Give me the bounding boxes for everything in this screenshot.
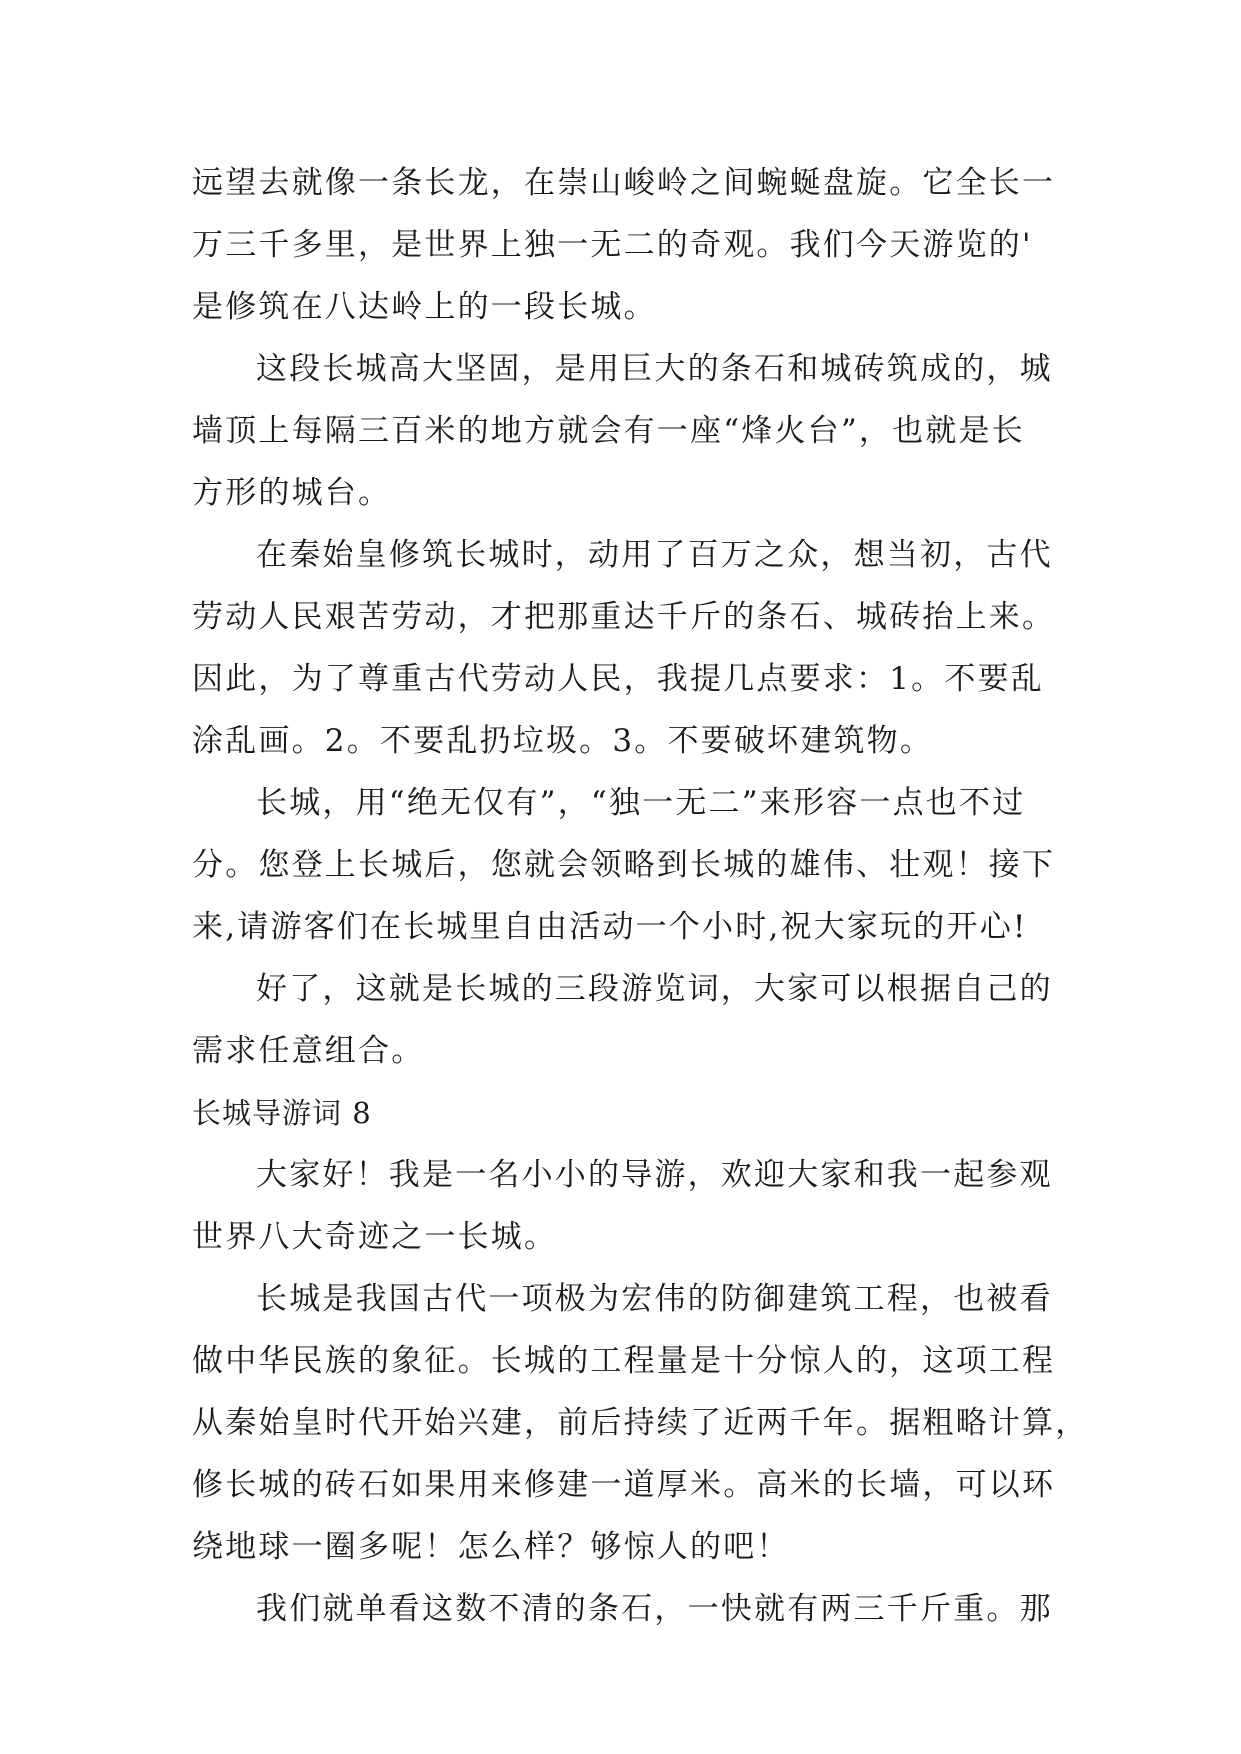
text-line: 在秦始皇修筑长城时，动用了百万之众，想当初，古代 bbox=[256, 537, 1053, 573]
text-line: 劳动人民艰苦劳动，才把那重达千斤的条石、城砖抬上来。 bbox=[192, 599, 1056, 635]
text-line: 世界八大奇迹之一长城。 bbox=[192, 1219, 558, 1255]
text-line: 墙顶上每隔三百米的地方就会有一座“烽火台”，也就是长 bbox=[192, 413, 1025, 449]
text-line: 需求任意组合。 bbox=[192, 1033, 425, 1069]
text-line: 分。您登上长城后，您就会领略到长城的雄伟、壮观！接下 bbox=[192, 847, 1056, 883]
section-heading: 长城导游词 8 bbox=[192, 1096, 372, 1130]
text-line: 好了，这就是长城的三段游览词，大家可以根据自己的 bbox=[256, 971, 1053, 1007]
text-line: 是修筑在八达岭上的一段长城。 bbox=[192, 289, 657, 325]
text-line: 长城，用“绝无仅有”，“独一无二”来形容一点也不过 bbox=[256, 785, 1026, 821]
text-line: 远望去就像一条长龙，在崇山峻岭之间蜿蜒盘旋。它全长一 bbox=[192, 165, 1056, 201]
text-line: 绕地球一圈多呢！怎么样？够惊人的吧！ bbox=[192, 1529, 790, 1565]
text-line: 大家好！我是一名小小的导游，欢迎大家和我一起参观 bbox=[256, 1157, 1053, 1193]
text-line: 因此，为了尊重古代劳动人民，我提几点要求：1。不要乱 bbox=[192, 661, 1044, 697]
text-line: 涂乱画。2。不要乱扔垃圾。3。不要破坏建筑物。 bbox=[192, 723, 934, 759]
text-line: 做中华民族的象征。长城的工程量是十分惊人的，这项工程 bbox=[192, 1343, 1056, 1379]
text-line: 方形的城台。 bbox=[192, 475, 392, 511]
text-line: 长城是我国古代一项极为宏伟的防御建筑工程，也被看 bbox=[256, 1281, 1053, 1317]
text-line: 万三千多里，是世界上独一无二的奇观。我们今天游览的' bbox=[192, 227, 1033, 263]
text-line: 这段长城高大坚固，是用巨大的条石和城砖筑成的，城 bbox=[256, 351, 1053, 387]
text-line: 从秦始皇时代开始兴建，前后持续了近两千年。据粗略计算， bbox=[192, 1405, 1089, 1441]
text-line: 修长城的砖石如果用来修建一道厚米。高米的长墙，可以环 bbox=[192, 1467, 1056, 1503]
document-body bbox=[192, 152, 1089, 1640]
text-line: 来,请游客们在长城里自由活动一个小时,祝大家玩的开心! bbox=[192, 909, 1028, 945]
text-line: 我们就单看这数不清的条石，一快就有两三千斤重。那 bbox=[256, 1591, 1053, 1627]
